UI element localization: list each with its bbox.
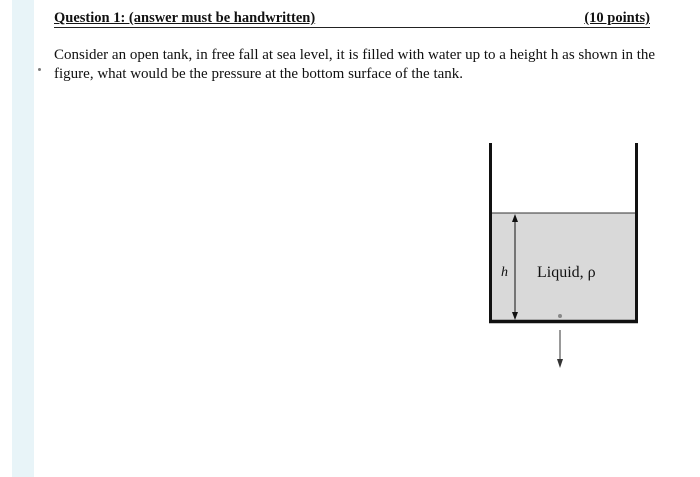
question-header <box>54 9 650 28</box>
height-label: h <box>501 265 508 280</box>
gravity-arrow-head <box>557 359 563 368</box>
left-margin-bar <box>12 0 34 477</box>
bottom-point <box>558 314 562 318</box>
tank-figure <box>470 130 660 380</box>
tank-diagram <box>470 130 660 380</box>
question-text: Consider an open tank, in free fall at sea level, it is filled with water up to a height h as shown in the figure, what would be the pressure at the bottom surface of the tank. <box>54 47 656 82</box>
question-points: (10 points) <box>584 10 650 26</box>
question-title: Question 1: (answer must be handwritten) <box>54 10 316 26</box>
margin-marker <box>38 68 41 71</box>
liquid-label: Liquid, ρ <box>537 264 596 281</box>
